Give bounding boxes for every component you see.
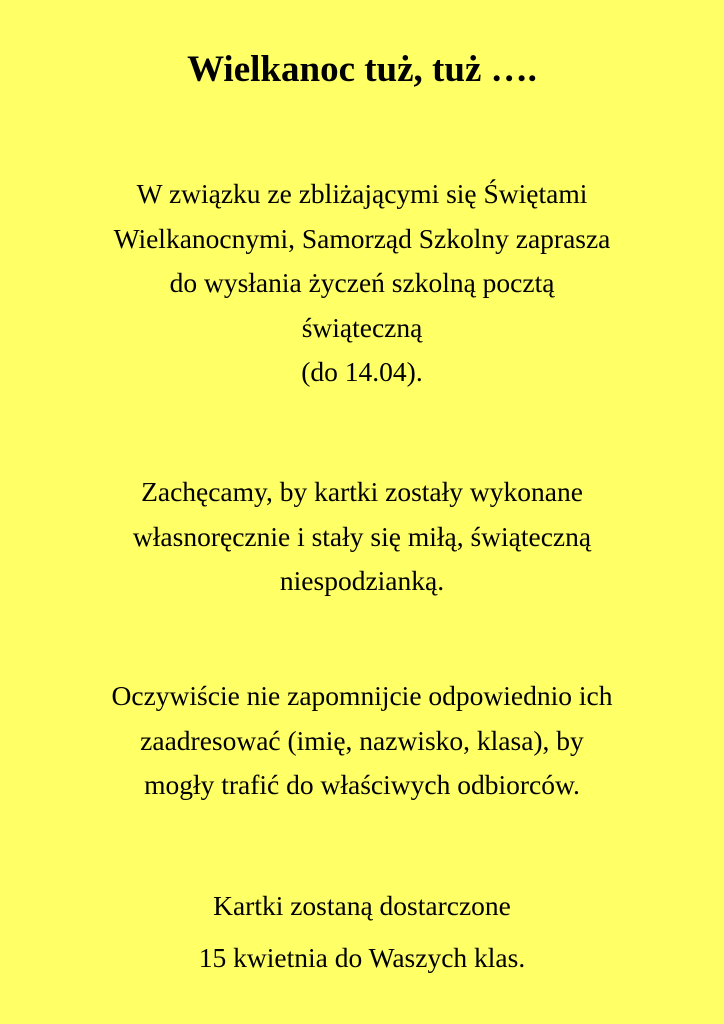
flyer-title: Wielkanoc tuż, tuż …. — [187, 49, 537, 90]
paragraph-line: świąteczną — [301, 311, 423, 343]
delivery-date-line: 15 kwietnia do Waszych klas. — [198, 942, 526, 973]
paragraph-line: Oczywiście nie zapomnijcie odpowiednio ich — [111, 680, 613, 711]
deadline-line: (do 14.04). — [301, 356, 423, 387]
paragraph-line: mogły trafić do właściwych odbiorców. — [144, 769, 580, 800]
paragraph-line: W związku ze zbliżającymi się Świętami — [136, 178, 588, 209]
encouragement-paragraph — [20, 470, 704, 604]
paragraph-line: Kartki zostaną dostarczone — [213, 890, 511, 921]
paragraph-line: niespodzianką. — [279, 565, 445, 596]
delivery-paragraph — [20, 880, 704, 984]
paragraph-line: Wielkanocnymi, Samorząd Szkolny zaprasza — [113, 222, 611, 254]
paragraph-line: własnoręcznie i stały się miłą, świąteczną — [132, 520, 592, 552]
paragraph-line: zaadresować (imię, nazwisko, klasa), by — [140, 724, 584, 756]
addressing-paragraph — [20, 674, 704, 808]
paragraph-line: do wysłania życzeń szkolną pocztą — [169, 267, 555, 298]
paragraph-line: Zachęcamy, by kartki zostały wykonane — [141, 476, 583, 507]
invitation-paragraph — [20, 172, 704, 395]
